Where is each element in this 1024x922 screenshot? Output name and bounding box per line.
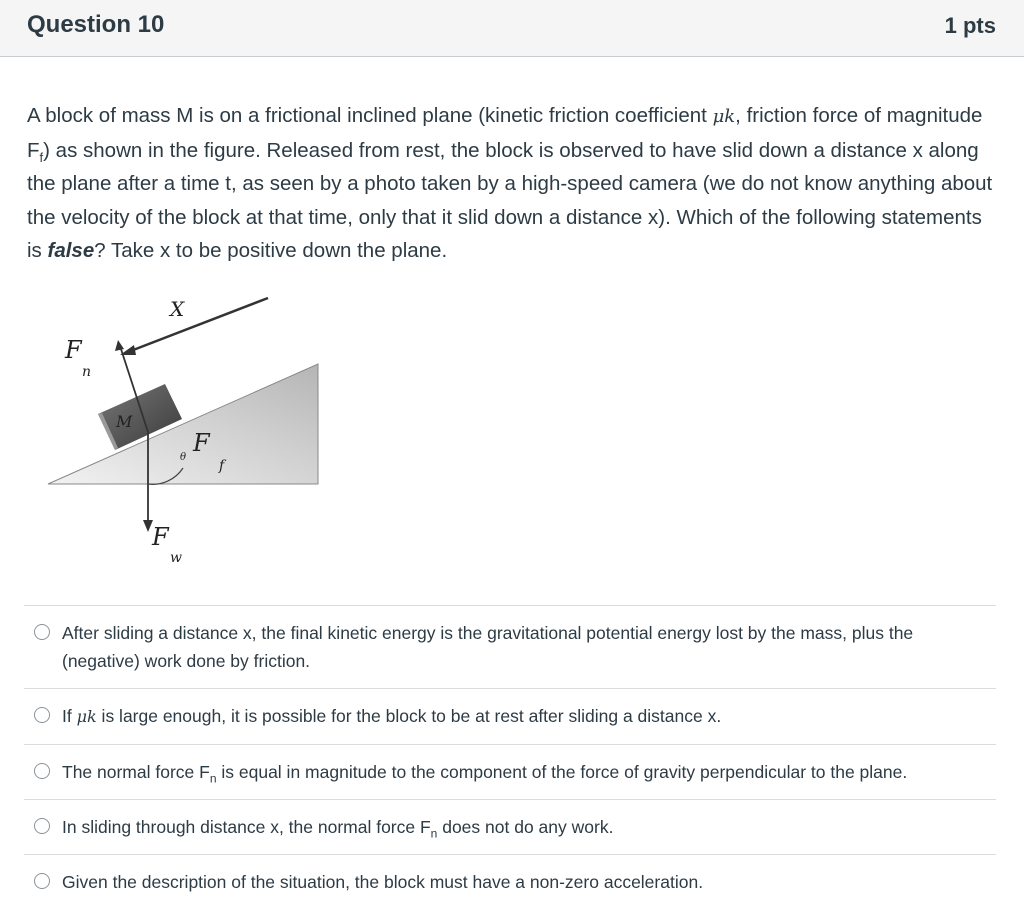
answer-label: If μk is large enough, it is possible for the block to be at rest after sliding a distance x. <box>62 706 722 726</box>
radio-button[interactable] <box>34 763 50 779</box>
answer-list <box>24 605 996 909</box>
label-fn-sub: n <box>82 364 92 380</box>
radio-button[interactable] <box>34 818 50 834</box>
normal-force-arrowhead <box>115 340 124 351</box>
mu-k-symbol: μk <box>712 106 736 127</box>
label-theta: θ <box>180 452 187 463</box>
radio-button[interactable] <box>34 873 50 889</box>
label-x: X <box>170 297 185 321</box>
question-text-part: , friction force of magnitude F <box>27 104 983 162</box>
label-ff: F <box>193 429 210 457</box>
answer-label: The normal force $F_n$ is equal in magnitude to the component of the force of gravity perpendicular to the plane. <box>62 762 908 786</box>
question-text-part: ) as shown in the figure. Released from rest, the block is observed to have slid down a distance x along the plane after a time t, as seen by a photo taken by a high-speed camera (we do not know anything about the velocity of the block at that time, only that it slid down a distance x). Which of the following statements is <box>27 138 993 262</box>
question-text-part: ? Take x to be positive down the plane. <box>94 239 448 262</box>
question-title: Question 10 <box>27 11 165 38</box>
ff-subscript: f <box>39 149 44 165</box>
mu-k-symbol: μk <box>76 707 97 726</box>
answer-label: Given the description of the situation, the block must have a non-zero acceleration. <box>62 872 704 892</box>
question-header <box>0 0 1024 57</box>
label-mass: M <box>116 412 133 431</box>
label-ff-sub: f <box>219 458 225 474</box>
radio-button[interactable] <box>34 624 50 640</box>
inclined-plane-diagram <box>40 288 340 578</box>
answer-option[interactable] <box>24 688 996 744</box>
radio-button[interactable] <box>34 707 50 723</box>
question-text <box>27 99 1002 268</box>
false-emphasis: false <box>47 239 95 262</box>
answer-label: After sliding a distance x, the final kinetic energy is the gravitational potential energy lost by the mass, plus the (negative) work done by friction. <box>62 623 914 671</box>
answer-label: In sliding through distance x, the normal force $F_n$ does not do any work. <box>62 817 614 841</box>
inclined-plane-figure <box>40 288 340 578</box>
label-fn: F <box>65 336 82 364</box>
answer-option[interactable] <box>24 605 996 688</box>
answer-option[interactable] <box>24 854 996 909</box>
x-axis-arrow <box>128 298 268 352</box>
answer-option[interactable] <box>24 799 996 854</box>
question-text-part: A block of mass M is on a frictional inclined plane (kinetic friction coefficient <box>27 104 713 127</box>
label-fw: F <box>152 523 169 551</box>
label-fw-sub: w <box>170 550 182 566</box>
question-points: 1 pts <box>944 13 996 38</box>
answer-option[interactable] <box>24 744 996 799</box>
incline-ramp <box>48 364 318 484</box>
